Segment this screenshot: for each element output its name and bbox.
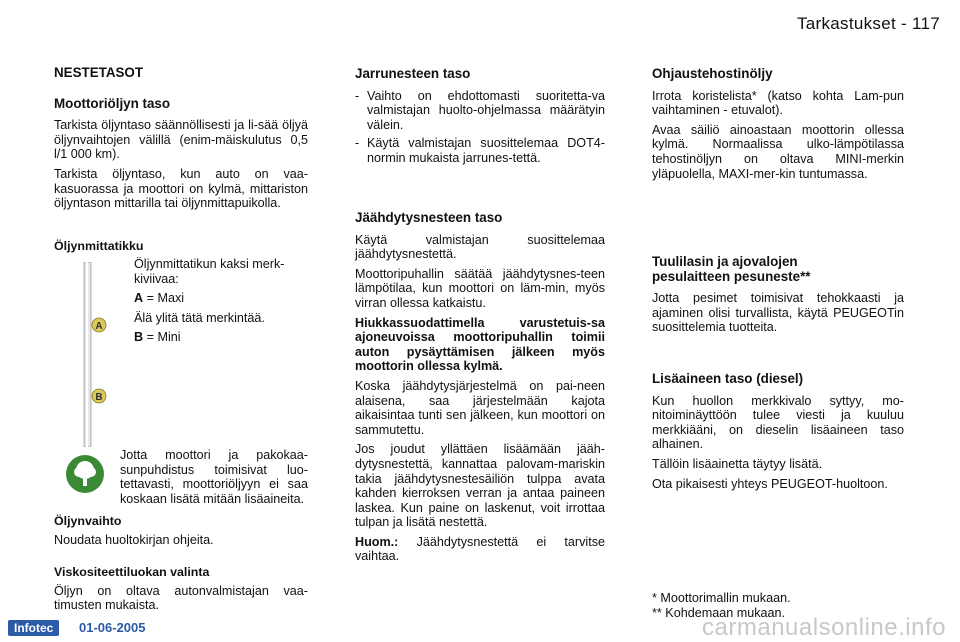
coolant-paragraph-4: Jos joudut yllättäen lisäämään jääh-dytysnestettä, kannattaa palovam-mariskin takia jäähdytysnestesäiliön tulppa avata kahden kierroksen verran ja antaa paineen laskea. Kun paine on laskenut, voit irrottaa tulpan ja lisätä nestettä. <box>355 442 605 530</box>
coolant-paragraph-2: Moottoripuhallin säätää jäähdytysnes-teen lämpötilaa, kun moottori on läm-min, myös virran ollessa katkaistu. <box>355 266 605 310</box>
brake-item-2-text: Käytä valmistajan suosittelemaa DOT4-normin mukaista jarrunes-tettä. <box>367 136 605 165</box>
brake-item-2 <box>355 136 605 165</box>
eco-text: Jotta moottori ja pakokaa-sunpuhdistus toimisivat luo-tettavasti, moottoriöljyyn ei saa koskaan lisätä mitään lisäaineita. <box>120 448 308 506</box>
dipstick-illustration <box>70 262 120 447</box>
dash-2: - <box>355 136 360 151</box>
mark-a-text: = Maxi <box>143 291 185 306</box>
mark-a <box>134 291 308 306</box>
section-main-title: NESTETASOT <box>54 65 144 80</box>
page-header: Tarkastukset - 117 <box>796 14 940 33</box>
coolant-paragraph-3: Koska jäähdytysjärjestelmä on pai-neen alaisena, saa järjestelmään kajota aikaisintaa tunti sen jälkeen, kun moottori on sammutettu. <box>355 378 605 437</box>
label-a: A <box>95 321 103 332</box>
column-left <box>54 66 308 216</box>
power-steering-title: Ohjaustehostinöljy <box>652 66 773 81</box>
mark-b <box>134 330 308 345</box>
diesel-paragraph-1: Kun huollon merkkivalo syttyy, mo-nitoiminäyttöön tulee viesti ja kuuluu merkkiääni, on dieselin lisäaineen taso alhainen. <box>652 393 904 452</box>
column-middle <box>355 67 605 170</box>
oil-change-title: Öljynvaihto <box>54 514 122 528</box>
note-text: Jäähdytysnestettä ei tarvitse vaihtaa. <box>355 534 605 564</box>
washer-title: Tuulilasin ja ajovalojen pesulaitteen pesuneste** <box>652 254 811 284</box>
label-b: B <box>95 392 103 403</box>
max-warning: Älä ylitä tätä merkintää. <box>134 310 265 325</box>
washer-block <box>652 255 904 340</box>
brake-fluid-title: Jarrunesteen taso <box>355 66 471 81</box>
coolant-paragraph-1: Käytä valmistajan suosittelemaa jäähdytysnestettä. <box>355 232 605 262</box>
diesel-block <box>652 372 904 496</box>
oil-paragraph-2: Tarkista öljyntaso, kun auto on vaa-kasuorassa ja moottori on kylmä, mittariston öljyntason mittarilla tai öljynmittapuikolla. <box>54 166 308 211</box>
coolant-title: Jäähdytysnesteen taso <box>355 210 503 225</box>
footer-date: 01-06-2005 <box>79 620 146 635</box>
coolant-block <box>355 211 605 569</box>
oil-paragraph-1: Tarkista öljyntaso säännöllisesti ja li-sää öljyä öljynvaihtojen välillä (enim-mäiskulutus 0,5 l/1 000 km). <box>54 118 308 162</box>
mark-b-letter: B <box>134 330 144 345</box>
eco-tree-icon <box>66 455 104 493</box>
steering-paragraph-2: Avaa säiliö ainoastaan moottorin ollessa kylmä. Normaalissa ulko-lämpötilassa tehostinöljyn on oltava MINI-merkin yläpuolella, MAXI-mer-kin tuntumassa. <box>652 122 904 181</box>
mark-a-letter: A <box>134 291 144 306</box>
dipstick-text-block <box>134 257 308 350</box>
footnote-1: * Moottorimallin mukaan. <box>652 591 791 605</box>
viscosity-title: Viskositeettiluokan valinta <box>54 565 210 580</box>
footnote-2: ** Kohdemaan mukaan. <box>652 605 786 620</box>
diesel-paragraph-3: Ota pikaisesti yhteys PEUGEOT-huoltoon. <box>652 476 888 491</box>
washer-paragraph: Jotta pesimet toimisivat tehokkaasti ja ajaminen olisi turvallista, käytä PEUGEOTin suosittelemia tuotteita. <box>652 291 904 335</box>
oil-level-title: Moottoriöljyn taso <box>54 95 171 111</box>
watermark: carmanualsonline.info <box>702 614 946 641</box>
oil-change-block <box>54 514 308 618</box>
infotec-logo: Infotec <box>8 620 59 636</box>
coolant-bold-paragraph: Hiukkassuodattimella varustetuis-sa ajoneuvoissa moottoripuhallin toimii auton pysäyttämisen jälkeen myös moottorin ollessa kylmä. <box>355 315 605 374</box>
viscosity-text: Öljyn on oltava autonvalmistajan vaa-timusten mukaista. <box>54 583 308 613</box>
oil-change-text: Noudata huoltokirjan ohjeita. <box>54 532 214 547</box>
brake-item-1 <box>355 89 605 133</box>
mark-b-text: = Mini <box>143 330 181 345</box>
steering-paragraph-1: Irrota koristelista* (katso kohta Lam-pun vaihtaminen - etuvalot). <box>652 88 904 118</box>
eco-text-block <box>120 448 308 511</box>
brake-item-1-text: Vaihto on ehdottomasti suoritetta-va valmistajan huolto-ohjelmassa määrätyin välein. <box>367 88 605 132</box>
dash-1: - <box>355 88 360 103</box>
coolant-note <box>355 535 605 564</box>
column-right <box>652 67 904 186</box>
diesel-paragraph-2: Tällöin lisäainetta täytyy lisätä. <box>652 456 823 471</box>
dipstick-title: Öljynmittatikku <box>54 239 144 253</box>
diesel-additive-title: Lisäaineen taso (diesel) <box>652 371 804 386</box>
dipstick-text: Öljynmittatikun kaksi merk-kiviivaa: <box>134 257 285 286</box>
note-label: Huom.: <box>355 534 399 549</box>
